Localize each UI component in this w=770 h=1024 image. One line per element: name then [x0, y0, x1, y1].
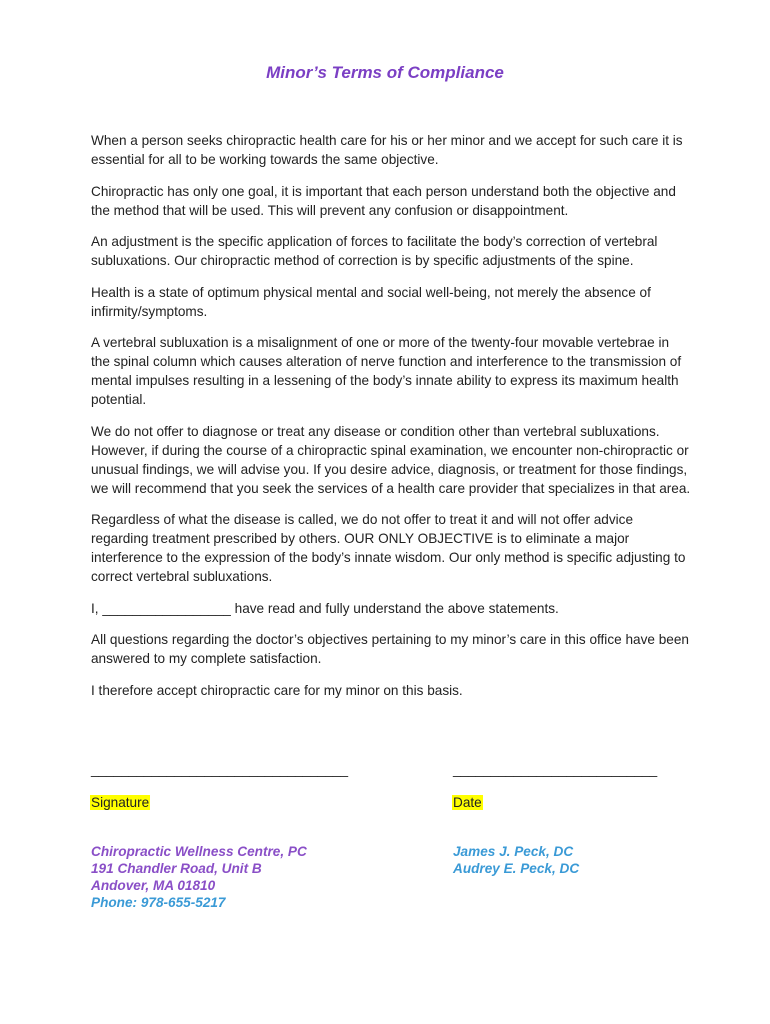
paragraph: An adjustment is the specific application of forces to facilitate the body’s correction of vertebral subluxations. Our chiropractic method of correction is by specific adjustments of the spine.: [91, 234, 658, 268]
clinic-name: Chiropractic Wellness Centre, PC: [91, 844, 307, 859]
acknowledgement-line: I, _________________ have read and fully understand the above statements.: [91, 600, 559, 616]
signature-line: __________________________________: [91, 762, 349, 777]
signature-label: Signature: [91, 795, 150, 810]
document-body: [91, 131, 691, 712]
doctor-name: Audrey E. Peck, DC: [453, 861, 580, 876]
paragraph: I therefore accept chiropractic care for my minor on this basis.: [91, 682, 463, 698]
date-line: ___________________________: [453, 762, 658, 777]
paragraph: Chiropractic has only one goal, it is important that each person understand both the objective and the method that will be used. This will prevent any confusion or disappointment.: [91, 183, 676, 218]
doctors-block: [453, 843, 579, 877]
clinic-address-block: [91, 843, 307, 911]
clinic-street: 191 Chandler Road, Unit B: [91, 861, 262, 876]
paragraph: All questions regarding the doctor’s objectives pertaining to my minor’s care in this office have been answered to my complete satisfaction.: [91, 632, 689, 666]
doctor-name: James J. Peck, DC: [453, 844, 574, 859]
document-title: Minor’s Terms of Compliance: [266, 63, 504, 82]
clinic-phone: Phone: 978-655-5217: [91, 895, 226, 910]
paragraph: A vertebral subluxation is a misalignment of one or more of the twenty-four movable vertebrae in the spinal column which causes alteration of nerve function and interference to the transmission of mental impulses resulting in a lessening of the body’s innate ability to express its maximum health potential.: [91, 335, 682, 407]
date-label: Date: [453, 795, 482, 810]
clinic-city: Andover, MA 01810: [91, 878, 216, 893]
paragraph: When a person seeks chiropractic health care for his or her minor and we accept for such care it is essential for all to be working towards the same objective.: [91, 133, 683, 167]
paragraph: We do not offer to diagnose or treat any disease or condition other than vertebral subluxations. However, if during the course of a chiropractic spinal examination, we encounter non-chiropractic or unusual findings, we will advise you. If you desire advice, diagnosis, or treatment for those findings, we will recommend that you seek the services of a health care provider that specializes in that area.: [91, 423, 691, 496]
paragraph: Health is a state of optimum physical mental and social well-being, not merely the absence of infirmity/symptoms.: [91, 284, 651, 319]
paragraph: Regardless of what the disease is called, we do not offer to treat it and will not offer advice regarding treatment prescribed by others. OUR ONLY OBJECTIVE is to eliminate a major interference to the expression of the body’s innate wisdom. Our only method is specific adjusting to correct vertebral subluxations.: [91, 512, 686, 584]
